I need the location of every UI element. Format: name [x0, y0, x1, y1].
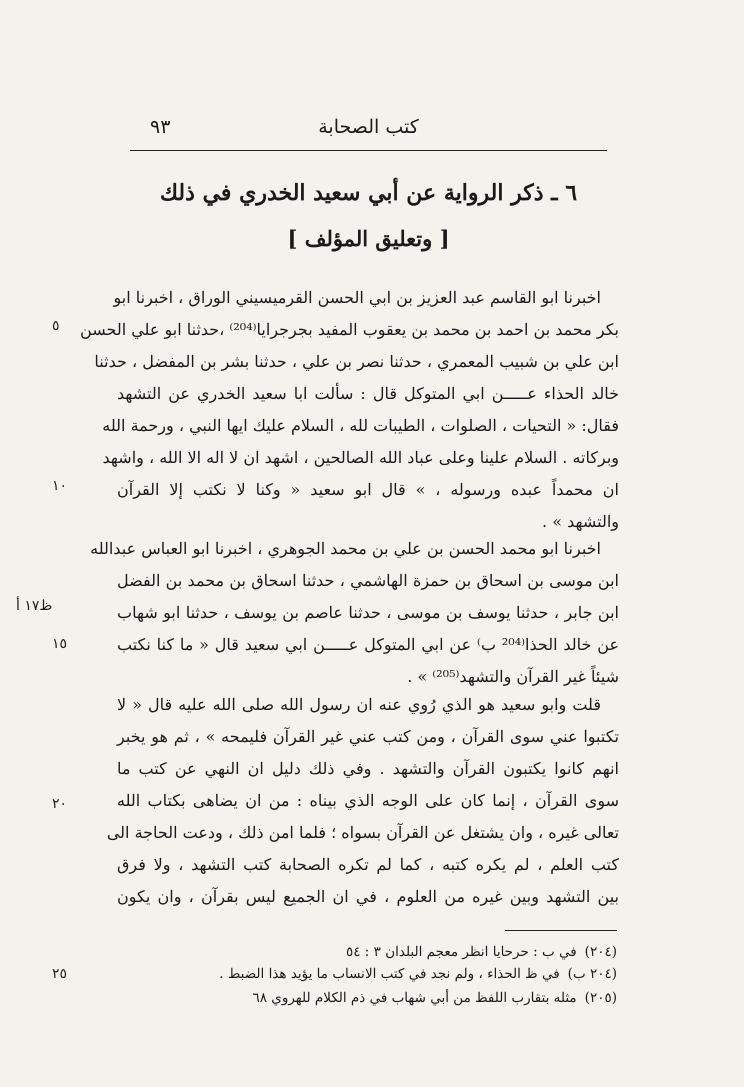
footnote — [219, 966, 617, 982]
text-line: والتشهد » . — [542, 512, 619, 531]
text-line: شيئاً غير القرآن والتشهد⁽²⁰⁵⁾ » . — [407, 667, 619, 686]
text-line: كتب العلم ، لم يكره كتبه ، كما لم تكره الصحابة كتب التشهد ، ولا فرق — [117, 855, 619, 874]
line-number: ١٥ — [52, 636, 68, 652]
text-line: ان محمداً عبده ورسوله ، » قال ابو سعيد « وكنا لا نكتب إلا القرآن — [117, 480, 619, 499]
footnote-text: في ب : حرحايا انظر معجم البلدان ٣ : ٥٤ — [345, 944, 577, 960]
margin-folio-note: ظ١٧ أ — [16, 598, 53, 614]
text-line: اخبرنا ابو محمد الحسن بن علي بن محمد الجوهري ، اخبرنا ابو العباس عبدالله — [90, 539, 601, 558]
line-number: ١٠ — [52, 478, 68, 494]
footnote-mark: (٢٠٤ ب) — [567, 966, 617, 982]
page-header — [130, 110, 607, 151]
paragraph-3 — [106, 689, 620, 913]
text-line: بكر محمد بن احمد بن محمد بن يعقوب المفيد بجرجرايا⁽²⁰⁴⁾ ،حدثنا ابو علي الحسن — [80, 320, 619, 339]
text-line: تكتبوا عني سوى القرآن ، ومن كتب عني غير القرآن فليمحه » ، ثم هو يخبر — [117, 727, 619, 746]
text-line: بين التشهد وبين غيره من العلوم ، في ان الجميع ليس بقرآن ، وان يكون — [117, 887, 619, 906]
text-line: خالد الحذاء عـــــن ابي المتوكل قال : سألت ابا سعيد الخدري عن التشهد — [117, 384, 619, 403]
text-line: ابن جابر ، حدثنا يوسف بن موسى ، حدثنا عاصم بن يوسف ، حدثنا ابو شهاب — [117, 603, 619, 622]
paragraph-2 — [90, 533, 619, 693]
footnote-text: مثله بتقارب اللفظ من أبي شهاب في ذم الكلام للهروي ٦٨ — [252, 990, 577, 1006]
running-title: كتب الصحابة — [318, 116, 419, 138]
text-line: ابن علي بن شبيب المعمري ، حدثنا نصر بن علي ، حدثنا بشر بن المفضل ، حدثنا — [94, 352, 619, 371]
line-number: ٢٥ — [52, 966, 68, 982]
footnote-mark: (٢٠٥) — [584, 990, 617, 1006]
page-number: ٩٣ — [150, 116, 171, 138]
text-line: عن خالد الحذا⁽²⁰⁴ ب⁾ عن ابي المتوكل عـــــن ابي سعيد قال « ما كنا نكتب — [117, 635, 619, 654]
text-line: اخبرنا ابو القاسم عبد العزيز بن ابي الحسن القرميسيني الوراق ، اخبرنا ابو — [113, 288, 601, 307]
text-line: تعالى غيره ، وان يشتغل عن القرآن بسواه ؛ فلما امن ذلك ، ودعت الحاجة الى — [106, 823, 619, 842]
paragraph-1 — [80, 282, 619, 538]
footnote — [346, 944, 617, 960]
text-line: انهم كانوا يكتبون القرآن والتشهد . وفي ذلك دليل ان النهي عن كتب ما — [117, 759, 619, 778]
line-number: ٥ — [52, 318, 60, 334]
footnote — [252, 990, 617, 1006]
text-line: فقال: « التحيات ، الصلوات ، الطيبات لله ، السلام عليك ايها النبي ، ورحمة الله — [102, 416, 619, 435]
line-number: ٢٠ — [52, 796, 68, 812]
footnote-text: في ظ الحذاء ، ولم نجد في كتب الانساب ما يؤيد هذا الضبط . — [219, 966, 560, 982]
text-line: وبركاته . السلام علينا وعلى عباد الله الصالحين ، اشهد ان لا اله الا الله ، واشهد — [102, 448, 619, 467]
footnote-mark: (٢٠٤) — [584, 944, 617, 960]
text-line: قلت وابو سعيد هو الذي رُوي عنه ان رسول الله صلى الله عليه قال « لا — [117, 695, 601, 714]
text-line: ابن موسى بن اسحاق بن حمزة الهاشمي ، حدثنا اسحاق بن محمد بن الفضل — [117, 571, 619, 590]
text-line: سوى القرآن ، إنما كان على الوجه الذي بيناه : من ان يضاهى بكتاب الله — [117, 791, 620, 810]
footnote-rule — [505, 930, 617, 931]
chapter-subheading: [ وتعليق المؤلف ] — [287, 226, 450, 251]
chapter-heading: ٦ ـ ذكر الرواية عن أبي سعيد الخدري في ذلك — [159, 180, 578, 206]
